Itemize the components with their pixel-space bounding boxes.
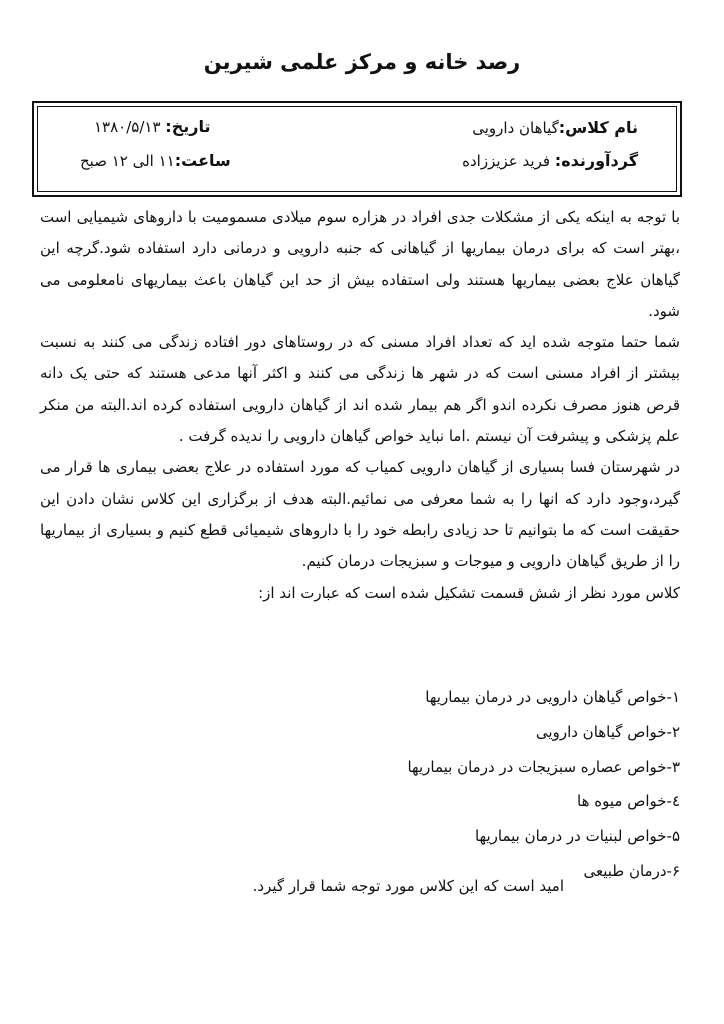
presenter-field — [462, 151, 638, 170]
paragraph-intro: با توجه به اینکه یکی از مشکلات جدی افراد در هزاره سوم میلادی مسمومیت با داروهای شیمیایی است ،بهتر است که برای درمان بیماریها از گیاهانی که جنبه دارویی و درمانی دارد استفاده شود.گرچه این گیاهان علاج بعضی بیماریها هستند ولی استفاده بیش از حد این گیاهان باعث بیماریهای نامعلومی می شود. — [40, 208, 680, 320]
class-name-value: گیاهان دارویی — [472, 119, 559, 137]
closing-line: امید است که این کلاس مورد توجه شما قرار گیرد. — [252, 877, 564, 895]
body-text — [40, 202, 680, 609]
time-label: ساعت: — [174, 151, 231, 170]
document-title: رصد خانه و مرکز علمی شیرین — [203, 50, 521, 74]
list-item: ۶-درمان طبیعی — [583, 861, 680, 880]
class-name-field — [472, 118, 638, 137]
time-field — [80, 151, 231, 170]
class-info-box — [32, 101, 682, 197]
time-value: ۱۱ الی ۱۲ صبح — [80, 152, 175, 170]
class-name-label: نام کلاس: — [558, 118, 638, 137]
paragraph-fasa: در شهرستان فسا بسیاری از گیاهان دارویی کمیاب که مورد استفاده در علاج بعضی بیماری ها قرار می گیرد،وجود دارد که انها را به شما معرفی می نمائیم.البته هدف از برگزاری این کلاس نشان دادن این حقیقت است که ما بتوانیم تا حد زیادی رابطه خود را با داروهای شیمیائی قطع کنیم و بسیاری از بیماریها را از طریق گیاهان دارویی و میوجات و سبزیجات درمان کنیم. — [40, 458, 680, 571]
sections-list — [407, 683, 680, 892]
list-item: ۲-خواص گیاهان دارویی — [535, 722, 680, 741]
date-label: تاریخ: — [165, 117, 211, 136]
date-value: ۱۳۸۰/۵/۱۳ — [94, 118, 161, 136]
presenter-value: فرید عزیززاده — [462, 152, 551, 170]
list-item: ٤-خواص میوه ها — [577, 792, 680, 811]
date-field — [94, 117, 210, 136]
list-item: ۵-خواص لبنیات در درمان بیماریها — [474, 827, 680, 846]
list-item: ۳-خواص عصاره سبزیجات در درمان بیماریها — [407, 757, 680, 776]
list-item: ۱-خواص گیاهان دارویی در درمان بیماریها — [425, 688, 680, 706]
paragraph-rural-elderly: شما حتما متوجه شده اید که تعداد افراد مسنی که در روستاهای دور افتاده زندگی می کنند به نسبت بیشتر از افراد مسنی است که در شهر ها زندگی می کنند و اکثر آنها مدعی هستند که حتی یک دانه قرص هنوز مصرف نکرده اندو اگر هم بیمار شده اند از گیاهان دارویی استفاده کرده اند.البته من منکر علم پزشکی و پیشرفت آن نیستم .اما نباید خواص گیاهان دارویی را ندیده گرفت . — [40, 333, 680, 446]
presenter-label: گردآورنده: — [554, 151, 638, 170]
paragraph-sections-intro: کلاس مورد نظر از شش قسمت تشکیل شده است که عبارت اند از: — [258, 583, 680, 602]
